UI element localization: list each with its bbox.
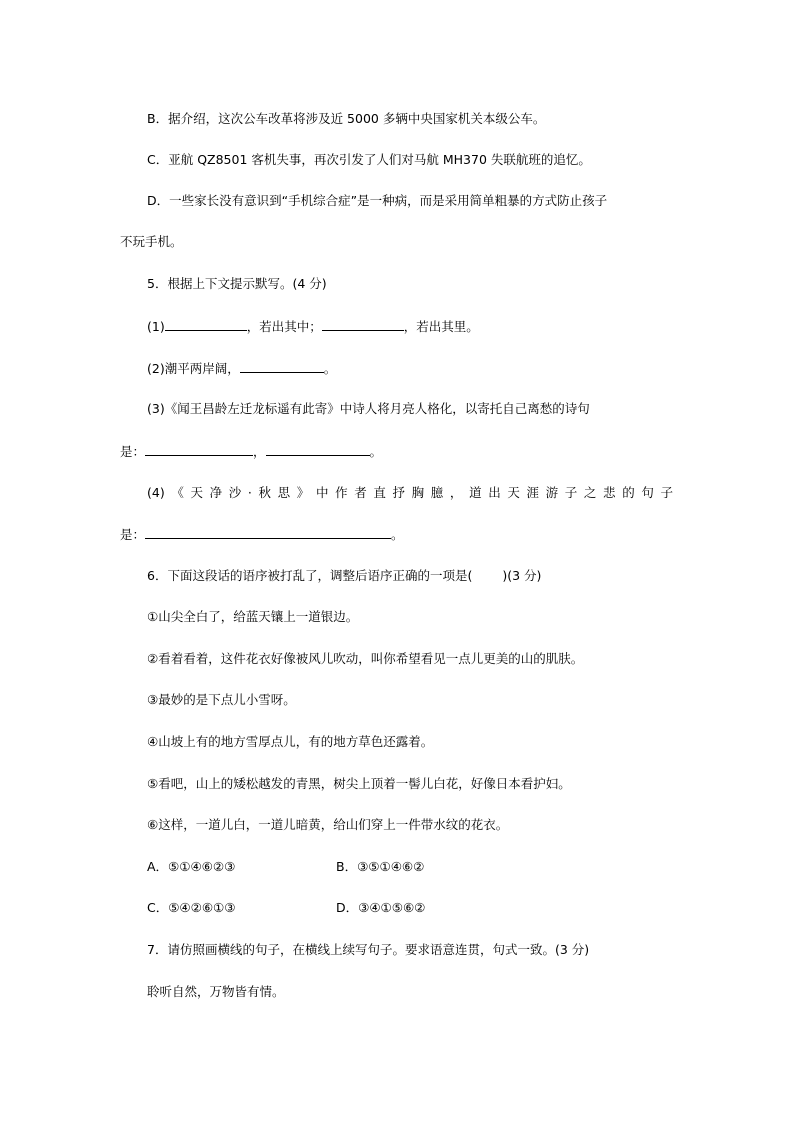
q5-item-3-answer-line: [120, 442, 382, 460]
q6-option-c: C．⑤④②⑥①③: [147, 900, 236, 915]
q5-item-1: [147, 317, 479, 335]
q5-item-4-char: 子: [660, 485, 673, 500]
q5-item-4-char: 《: [171, 485, 184, 500]
q5-item-4-char: ，: [449, 485, 463, 500]
q5-item-2: [147, 359, 336, 377]
q5-item-1-number: (1): [147, 319, 165, 334]
q5-item-4-char: 臆: [430, 485, 444, 500]
fill-in-blank[interactable]: [266, 442, 370, 456]
q5-item-3-comma: ，: [253, 444, 266, 459]
q5-item-4: [147, 484, 673, 502]
q4-option-b: B．据介绍，这次公车改革将涉及近 5000 多辆中央国家机关本级公车。: [147, 111, 546, 126]
q5-item-4-char: 直: [373, 485, 386, 500]
q5-item-4-char: 句: [641, 485, 654, 500]
q5-item-4-end: 。: [391, 527, 404, 542]
q5-item-4-char: 秋: [258, 485, 272, 500]
q6-sentence-1: ①山尖全白了，给蓝天镶上一道银边。: [147, 609, 359, 624]
q5-item-4-char: 者: [354, 485, 367, 500]
q4-option-c: C．亚航 QZ8501 客机失事，再次引发了人们对马航 MH370 失联航班的追忆。: [147, 152, 591, 167]
q5-item-4-answer-line: [120, 525, 404, 543]
q5-title: 5．根据上下文提示默写。(4 分): [147, 276, 327, 291]
q5-item-4-char: 净: [209, 485, 223, 500]
q5-item-2-end: 。: [323, 361, 337, 376]
q5-item-4-char: 的: [622, 485, 635, 500]
q5-item-3-end: 。: [369, 444, 383, 459]
q5-item-4-char: 作: [335, 485, 348, 500]
q5-item-4-char: 道: [469, 485, 482, 500]
q6-option-a: A．⑤①④⑥②③: [147, 859, 236, 874]
q5-item-3-prefix: 是：: [120, 444, 146, 459]
q5-item-4-prefix: 是：: [120, 527, 146, 542]
q5-item-4-char: ·: [247, 485, 252, 500]
q5-item-4-char: 天: [190, 485, 203, 500]
fill-in-blank[interactable]: [145, 442, 253, 456]
q5-item-4-char: 出: [488, 485, 501, 500]
q5-item-1-end: ，若出其里。: [403, 319, 479, 334]
q6-title-score: )(3 分): [502, 568, 542, 583]
q5-item-2-text: (2)潮平两岸阔，: [147, 361, 240, 376]
q6-option-d: D．③④①⑤⑥②: [336, 900, 426, 915]
q7-title: 7．请仿照画横线的句子，在横线上续写句子。要求语意连贯，句式一致。(3 分): [147, 942, 590, 957]
q5-item-4-char: 之: [583, 485, 597, 500]
q5-item-4-char: 子: [564, 485, 578, 500]
q5-item-4-char: 悲: [603, 485, 616, 500]
q6-sentence-4: ④山坡上有的地方雪厚点儿，有的地方草色还露着。: [147, 734, 434, 749]
q6-title: [147, 567, 541, 585]
q5-item-4-char: 中: [315, 485, 329, 500]
q5-item-4-char: 思: [277, 485, 291, 500]
q6-sentence-5: ⑤看吧，山上的矮松越发的青黑，树尖上顶着一髻儿白花，好像日本看护妇。: [147, 776, 571, 791]
q5-item-1-middle: ，若出其中；: [246, 319, 322, 334]
q6-sentence-6: ⑥这样，一道儿白，一道儿暗黄，给山们穿上一件带水纹的花衣。: [147, 817, 509, 832]
q6-sentence-2: ②看着看着，这件花衣好像被风儿吹动，叫你希望看见一点儿更美的山的肌肤。: [147, 651, 584, 666]
q5-item-4-char: 抒: [392, 485, 406, 500]
q5-item-4-char: 胸: [411, 485, 425, 500]
q5-item-3: (3)《闻王昌龄左迁龙标遥有此寄》中诗人将月亮人格化，以寄托自己离愁的诗句: [147, 401, 590, 416]
q5-item-4-char: 涯: [526, 485, 539, 500]
q4-option-d: D．一些家长没有意识到“手机综合症”是一种病，而是采用简单粗暴的方式防止孩子: [147, 193, 608, 208]
q5-item-4-char: 》: [296, 485, 310, 500]
q5-item-4-char: 游: [545, 485, 559, 500]
q5-item-4-char: 天: [507, 485, 520, 500]
fill-in-blank[interactable]: [165, 317, 247, 331]
q6-title-text: 6．下面这段话的语序被打乱了，调整后语序正确的一项是(: [147, 568, 473, 583]
q7-underlined-sentence: 聆听自然，万物皆有情。: [147, 984, 285, 999]
q5-item-4-char: 沙: [228, 485, 242, 500]
fill-in-blank[interactable]: [145, 525, 391, 539]
fill-in-blank[interactable]: [240, 359, 324, 373]
q6-option-b: B．③⑤①④⑥②: [336, 859, 425, 874]
q4-option-d-continued: 不玩手机。: [120, 234, 183, 249]
q6-sentence-3: ③最妙的是下点儿小雪呀。: [147, 692, 296, 707]
fill-in-blank[interactable]: [322, 317, 404, 331]
q5-item-4-char: (4): [147, 485, 165, 500]
